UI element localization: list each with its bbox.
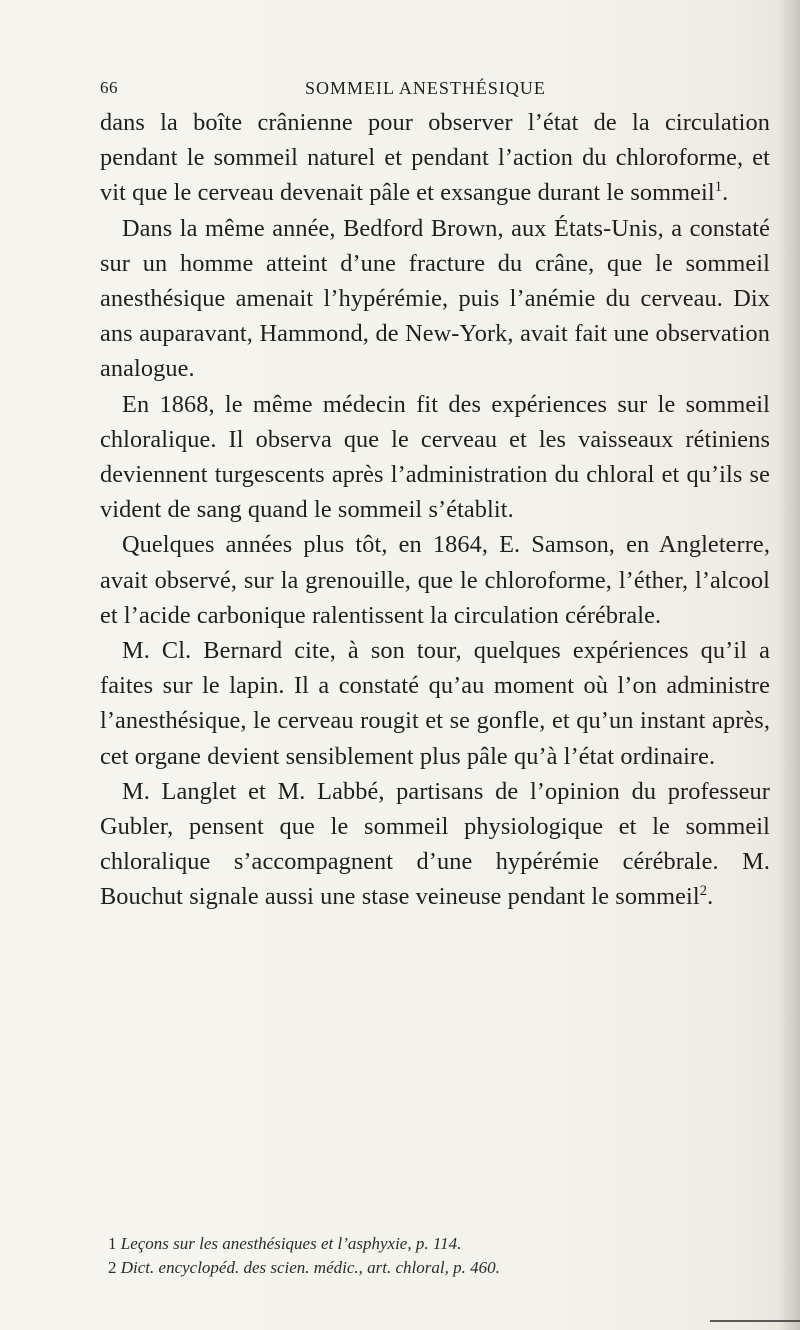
paragraph-end-punctuation: . [722, 179, 729, 207]
footnote-text: Leçons sur les anesthésiques et l’asphyxie, p. 114. [120, 1234, 462, 1253]
paragraph [100, 527, 770, 633]
paragraph [100, 774, 770, 915]
footnote-number: 2 [108, 1258, 117, 1277]
paragraph-text: M. Langlet et M. Labbé, partisans de l’opinion du professeur Gubler, pensent que le sommeil physiologique et le sommeil chloralique s’accompagnent d’une hypérémie cérébrale. M. Bouchut signale aussi une stase veineuse pendant le sommeil [100, 777, 770, 911]
footnote [108, 1232, 768, 1256]
paragraph-text: Quelques années plus tôt, en 1864, E. Samson, en Angleterre, avait observé, sur la grenouille, que le chloroforme, l’éther, l’alcool et l’acide carbonique ralentissent la circulation cérébrale. [100, 531, 770, 629]
footnote-reference: 1 [714, 179, 723, 196]
page-edge-shadow [778, 0, 800, 1330]
paragraph-text: dans la boîte crânienne pour observer l’état de la circulation pendant le sommeil naturel et pendant l’action du chloroforme, et vit que le cerveau devenait pâle et exsangue durant le sommeil [100, 109, 770, 207]
page-header [100, 78, 770, 104]
paragraph [100, 211, 770, 387]
footnote-number: 1 [108, 1234, 117, 1253]
running-title: SOMMEIL ANESTHÉSIQUE [305, 78, 546, 98]
body-text [100, 105, 770, 915]
paragraph-end-punctuation: . [707, 883, 714, 911]
footnote [108, 1256, 768, 1280]
paragraph-text: En 1868, le même médecin fit des expériences sur le sommeil chloralique. Il observa que le cerveau et les vaisseaux rétiniens deviennent turgescents après l’administration du chloral et qu’ils se vident de sang quand le sommeil s’établit. [100, 390, 770, 524]
page-bottom-rule [710, 1320, 800, 1322]
paragraph [100, 633, 770, 774]
paragraph [100, 105, 770, 211]
footnotes [108, 1232, 768, 1280]
footnote-reference: 2 [699, 883, 708, 900]
page-number: 66 [100, 78, 118, 97]
footnote-text: Dict. encyclopéd. des scien. médic., art. chloral, p. 460. [120, 1258, 500, 1277]
paragraph-text: Dans la même année, Bedford Brown, aux États-Unis, a constaté sur un homme atteint d’une fracture du crâne, que le sommeil anesthésique amenait l’hypérémie, puis l’anémie du cerveau. Dix ans auparavant, Hammond, de New-York, avait fait une observation analogue. [100, 214, 770, 383]
paragraph [100, 387, 770, 528]
paragraph-text: M. Cl. Bernard cite, à son tour, quelques expériences qu’il a faites sur le lapin. Il a constaté qu’au moment où l’on administre l’anesthésique, le cerveau rougit et se gonfle, et qu’un instant après, cet organe devient sensiblement plus pâle qu’à l’état ordinaire. [100, 637, 770, 770]
